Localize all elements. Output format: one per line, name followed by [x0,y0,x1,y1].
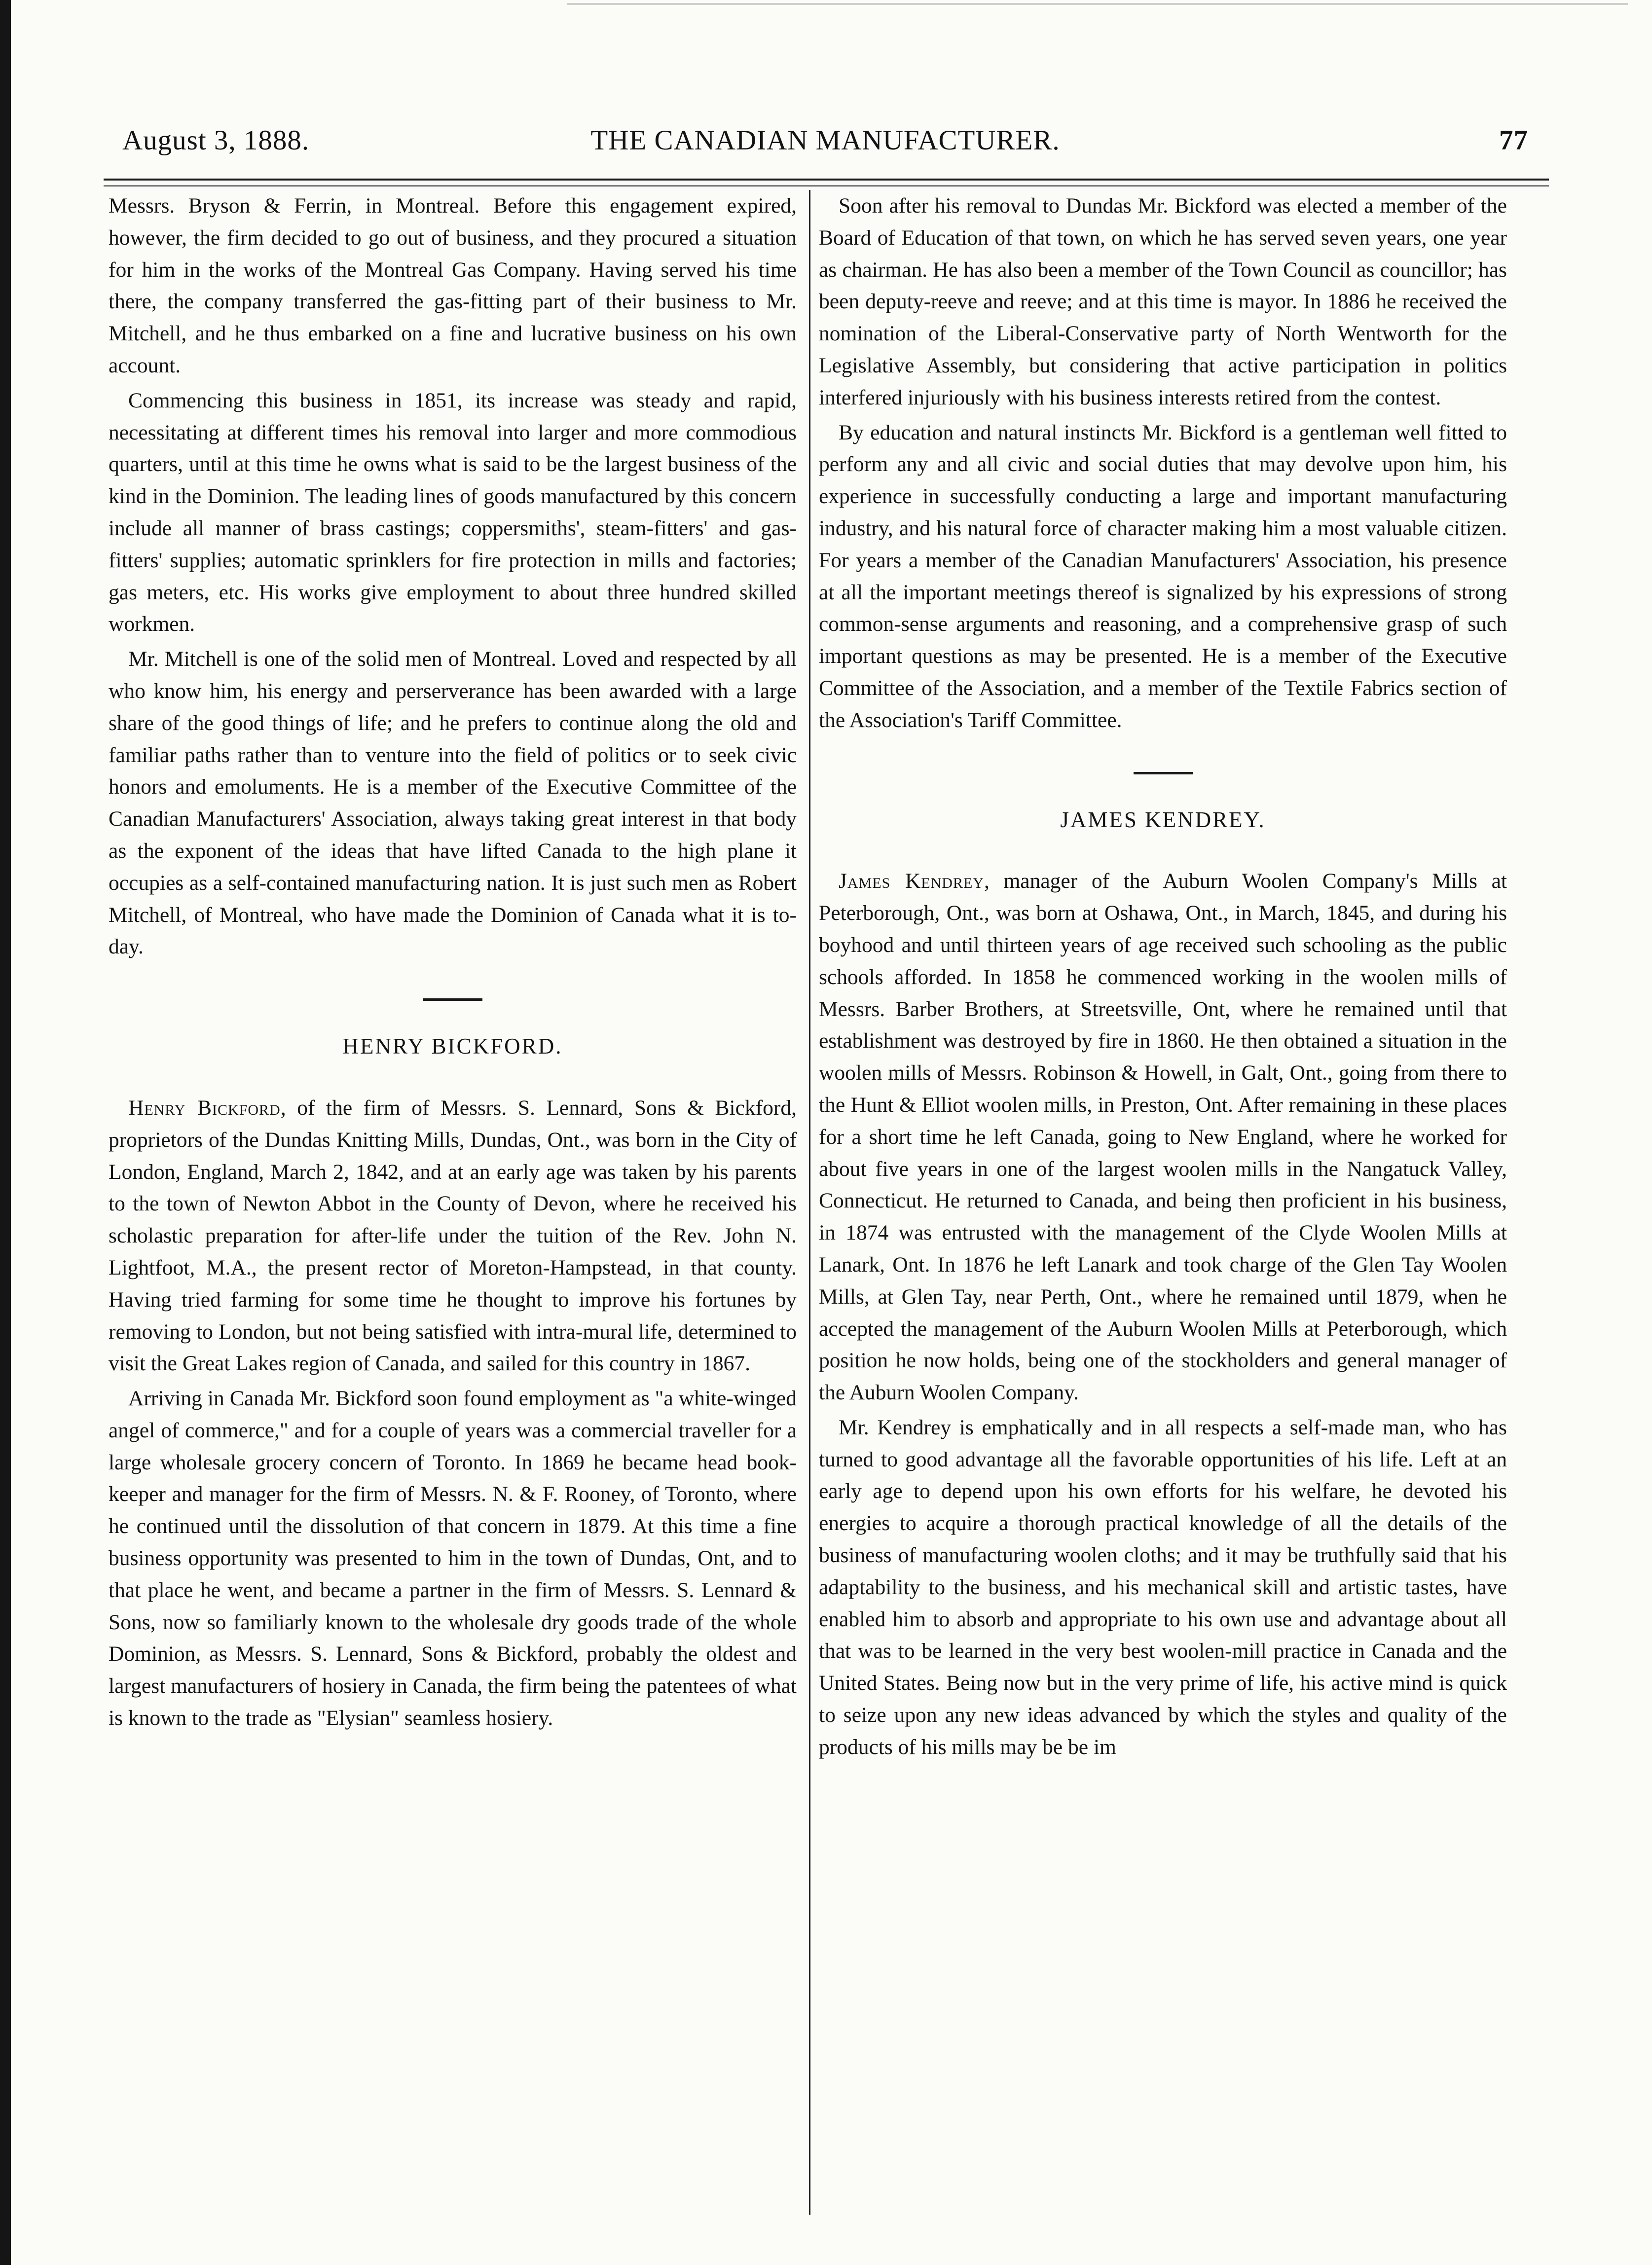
article-paragraph: Messrs. Bryson & Ferrin, in Montreal. Before this engagement expired, however, the firm decided to go out of business, and they procured a situation for him in the works of the Montreal Gas Company. Having served his time there, the company transferred the gas-fitting part of their business to Mr. Mitchell, and he thus embarked on a fine and lucrative business on his own account. [109,194,797,377]
article-paragraph: Mr. Mitchell is one of the solid men of Montreal. Loved and respected by all who know him, his energy and perserverance has been awarded with a large share of the good things of life; and he prefers to continue along the old and familiar paths rather than to venture into the field of politics or to seek civic honors and emoluments. He is a member of the Executive Committee of the Canadian Manufacturers' Association, always taking great interest in that body as the exponent of the ideas that have lifted Canada to the high plane it occupies as a self-contained manufacturing nation. It is just such men as Robert Mitchell, of Montreal, who have made the Dominion of Canada what it is to-day. [109,647,797,959]
article-paragraph [109,1092,797,1380]
paragraph-text: , manager of the Auburn Woolen Company's Mills at Peterborough, Ont., was born at Oshawa, Ont., in March, 1845, and during his boyhood and until thirteen years of age received such schooling as the public schools afforded. In 1858 he commenced working in the woolen mills of Messrs. Barber Brothers, at Streetsville, Ont, where he remained until that establishment was destroyed by fire in 1860. He then obtained a situation in the woolen mills of Messrs. Robinson & Howell, in Galt, Ont., going from there to the Hunt & Elliot woolen mills, in Preston, Ont. After remaining in these places for a short time he left Canada, going to New England, where he worked for about five years in one of the largest woolen mills in the Nangatuck Valley, Connecticut. He returned to Canada, and being then proficient in his business, in 1874 was entrusted with the management of the Clyde Woolen Mills at Lanark, Ont. In 1876 he left Lanark and took charge of the Glen Tay Woolen Mills, at Glen Tay, near Perth, Ont., where he remained until 1879, when he accepted the management of the Auburn Woolen Mills at Peterborough, which position he now holds, being one of the stockholders and general manager of the Auburn Woolen Company. [819,869,1507,1405]
page-number: 77 [1499,125,1528,156]
paragraph-text: , of the firm of Messrs. S. Lennard, Sons & Bickford, proprietors of the Dundas Knitting Mills, Dundas, Ont., was born in the City of London, England, March 2, 1842, and at an early age was taken by his parents to the town of Newton Abbot in the County of Devon, where he received his scholastic preparation for after-life under the tuition of the Rev. John N. Lightfoot, M.A., the present rector of Moreton-Hampstead, in that county. Having tried farming for some time he thought to improve his fortunes by removing to London, but not being satisfied with intra-mural life, determined to visit the Great Lakes region of Canada, and sailed for this country in 1867. [109,1096,797,1376]
header-date: August 3, 1888. [122,125,310,156]
article-paragraph: By education and natural instincts Mr. Bickford is a gentleman well fitted to perform any and all civic and social duties that may devolve upon him, his experience in successfully conducting a large and important manufacturing industry, and his natural force of character making him a most valuable citizen. For years a member of the Canadian Manufacturers' Association, his presence at all the important meetings thereof is signalized by his expressions of strong common-sense arguments and reasoning, and a comprehensive grasp of such important questions as may be presented. He is a member of the Executive Committee of the Association, and a member of the Textile Fabrics section of the Association's Tariff Committee. [819,420,1507,732]
article-paragraph: Commencing this business in 1851, its increase was steady and rapid, necessitating at different times his removal into larger and more commodious quarters, until at this time he owns what is said to be the largest business of the kind in the Dominion. The leading lines of goods manufactured by this concern include all manner of brass castings; coppersmiths', steam-fitters' and gas-fitters' supplies; automatic sprinklers for fire protection in mills and factories; gas meters, etc. His works give employment to about three hundred skilled workmen. [109,388,797,636]
article-paragraph: Soon after his removal to Dundas Mr. Bickford was elected a member of the Board of Education of that town, on which he has served seven years, one year as chairman. He has also been a member of the Town Council as councillor; has been deputy-reeve and reeve; and at this time is mayor. In 1886 he received the nomination of the Liberal-Conservative party of North Wentworth for the Legislative Assembly, but considering that active participation in politics interfered injuriously with his business interests retired from the contest. [819,194,1507,409]
left-column [109,190,797,1734]
section-heading-henry-bickford: HENRY BICKFORD. [342,1034,563,1059]
top-edge-line [567,3,1628,5]
section-separator [1134,772,1193,774]
section-heading-james-kendrey: JAMES KENDREY. [1060,807,1266,832]
article-paragraph: Mr. Kendrey is emphatically and in all respects a self-made man, who has turned to good advantage all the favorable opportunities of his life. Left at an early age to depend upon his own efforts for his welfare, he devoted his energies to acquire a thorough practical knowledge of all the details of the business of manufacturing woolen cloths; and it may be truthfully said that his adaptability to the business, and his mechanical skill and artistic tastes, have enabled him to absorb and appropriate to his own use and advantage about all that was to be learned in the very best woolen-mill practice in Canada and the United States. Being now but in the very prime of life, his active mind is quick to seize upon any new ideas advanced by which the styles and quality of the products of his mills may be be im [819,1415,1507,1759]
page-header [122,124,1528,169]
page-edge-shadow [0,0,11,2265]
article-paragraph [819,865,1507,1409]
header-rule-thick [104,179,1549,181]
lead-name: Henry Bickford [128,1096,281,1120]
publication-title: THE CANADIAN MANUFACTURER. [590,125,1060,156]
section-separator [423,998,482,1001]
right-column [819,190,1507,1763]
header-rule-thin [104,185,1549,186]
article-paragraph: Arriving in Canada Mr. Bickford soon found employment as "a white-winged angel of commerce," and for a couple of years was a commercial traveller for a large wholesale grocery concern of Toronto. In 1869 he became head book-keeper and manager for the firm of Messrs. N. & F. Rooney, of Toronto, where he continued until the dissolution of that concern in 1879. At this time a fine business opportunity was presented to him in the town of Dundas, Ont, and to that place he went, and became a partner in the firm of Messrs. S. Lennard & Sons, now so familiarly known to the wholesale dry goods trade of the whole Dominion, as Messrs. S. Lennard, Sons & Bickford, probably the oldest and largest manufacturers of hosiery in Canada, the firm being the patentees of what is known to the trade as "Elysian" seamless hosiery. [109,1387,797,1730]
column-divider [809,190,810,2215]
lead-name: James Kendrey [839,869,984,893]
